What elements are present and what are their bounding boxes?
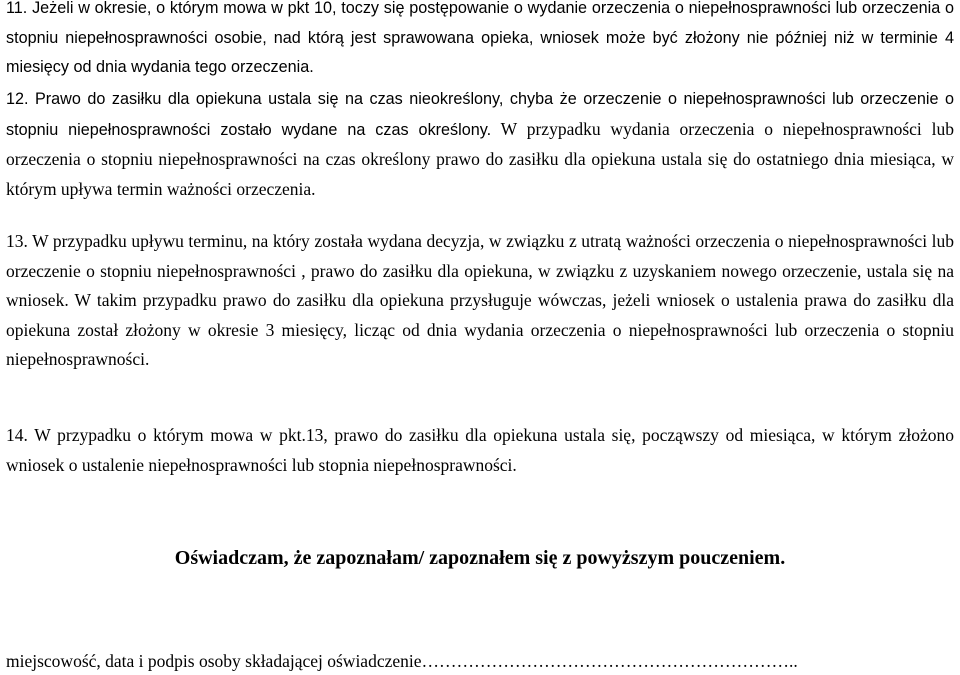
signature-line: miejscowość, data i podpis osoby składającej oświadczenie……………………………………………………….. — [6, 651, 798, 671]
paragraph-12-part-1: 12. Prawo do zasiłku dla opiekuna ustala się na czas nieokreślony, chyba że orzeczenie o niepełnosprawności lub orzeczenie o stopniu niepełnosprawności zostało wydane na czas określony. — [6, 90, 954, 139]
declaration-statement: Oświadczam, że zapoznałam/ zapoznałem się z powyższym pouczeniem. — [174, 547, 786, 569]
paragraph-12 — [6, 84, 954, 204]
paragraph-11: 11. Jeżeli w okresie, o którym mowa w pkt 10, toczy się postępowanie o wydanie orzeczenia o niepełnosprawności lub orzeczenia o stopniu niepełnosprawności osobie, nad którą jest sprawowana opieka, wniosek może być złożony nie później niż w terminie 4 miesięcy od dnia wydania tego orzeczenia. — [6, 0, 954, 76]
paragraph-13: 13. W przypadku upływu terminu, na który została wydana decyzja, w związku z utratą ważności orzeczenia o niepełnosprawności lub orzeczenie o stopniu niepełnosprawności , prawo do zasiłku dla opiekuna, w związku z uzyskaniem nowego orzeczenie, ustala się na wniosek. W takim przypadku prawo do zasiłku dla opiekuna przysługuje wówczas, jeżeli wniosek o ustalenia prawa do zasiłku dla opiekuna został złożony w okresie 3 miesięcy, licząc od dnia wydania orzeczenia o niepełnosprawności lub orzeczenia o stopniu niepełnosprawności. — [6, 231, 954, 369]
paragraph-12-part-2: W przypadku wydania orzeczenia o niepełnosprawności lub orzeczenia o stopniu niepełnosprawności na czas określony prawo do zasiłku dla opiekuna ustala się do ostatniego dnia miesiąca, w którym upływa termin ważności orzeczenia. — [6, 118, 954, 199]
paragraph-14: 14. W przypadku o którym mowa w pkt.13, prawo do zasiłku dla opiekuna ustala się, począwszy od miesiąca, w którym złożono wniosek o ustalenie niepełnosprawności lub stopnia niepełnosprawności. — [6, 425, 954, 475]
